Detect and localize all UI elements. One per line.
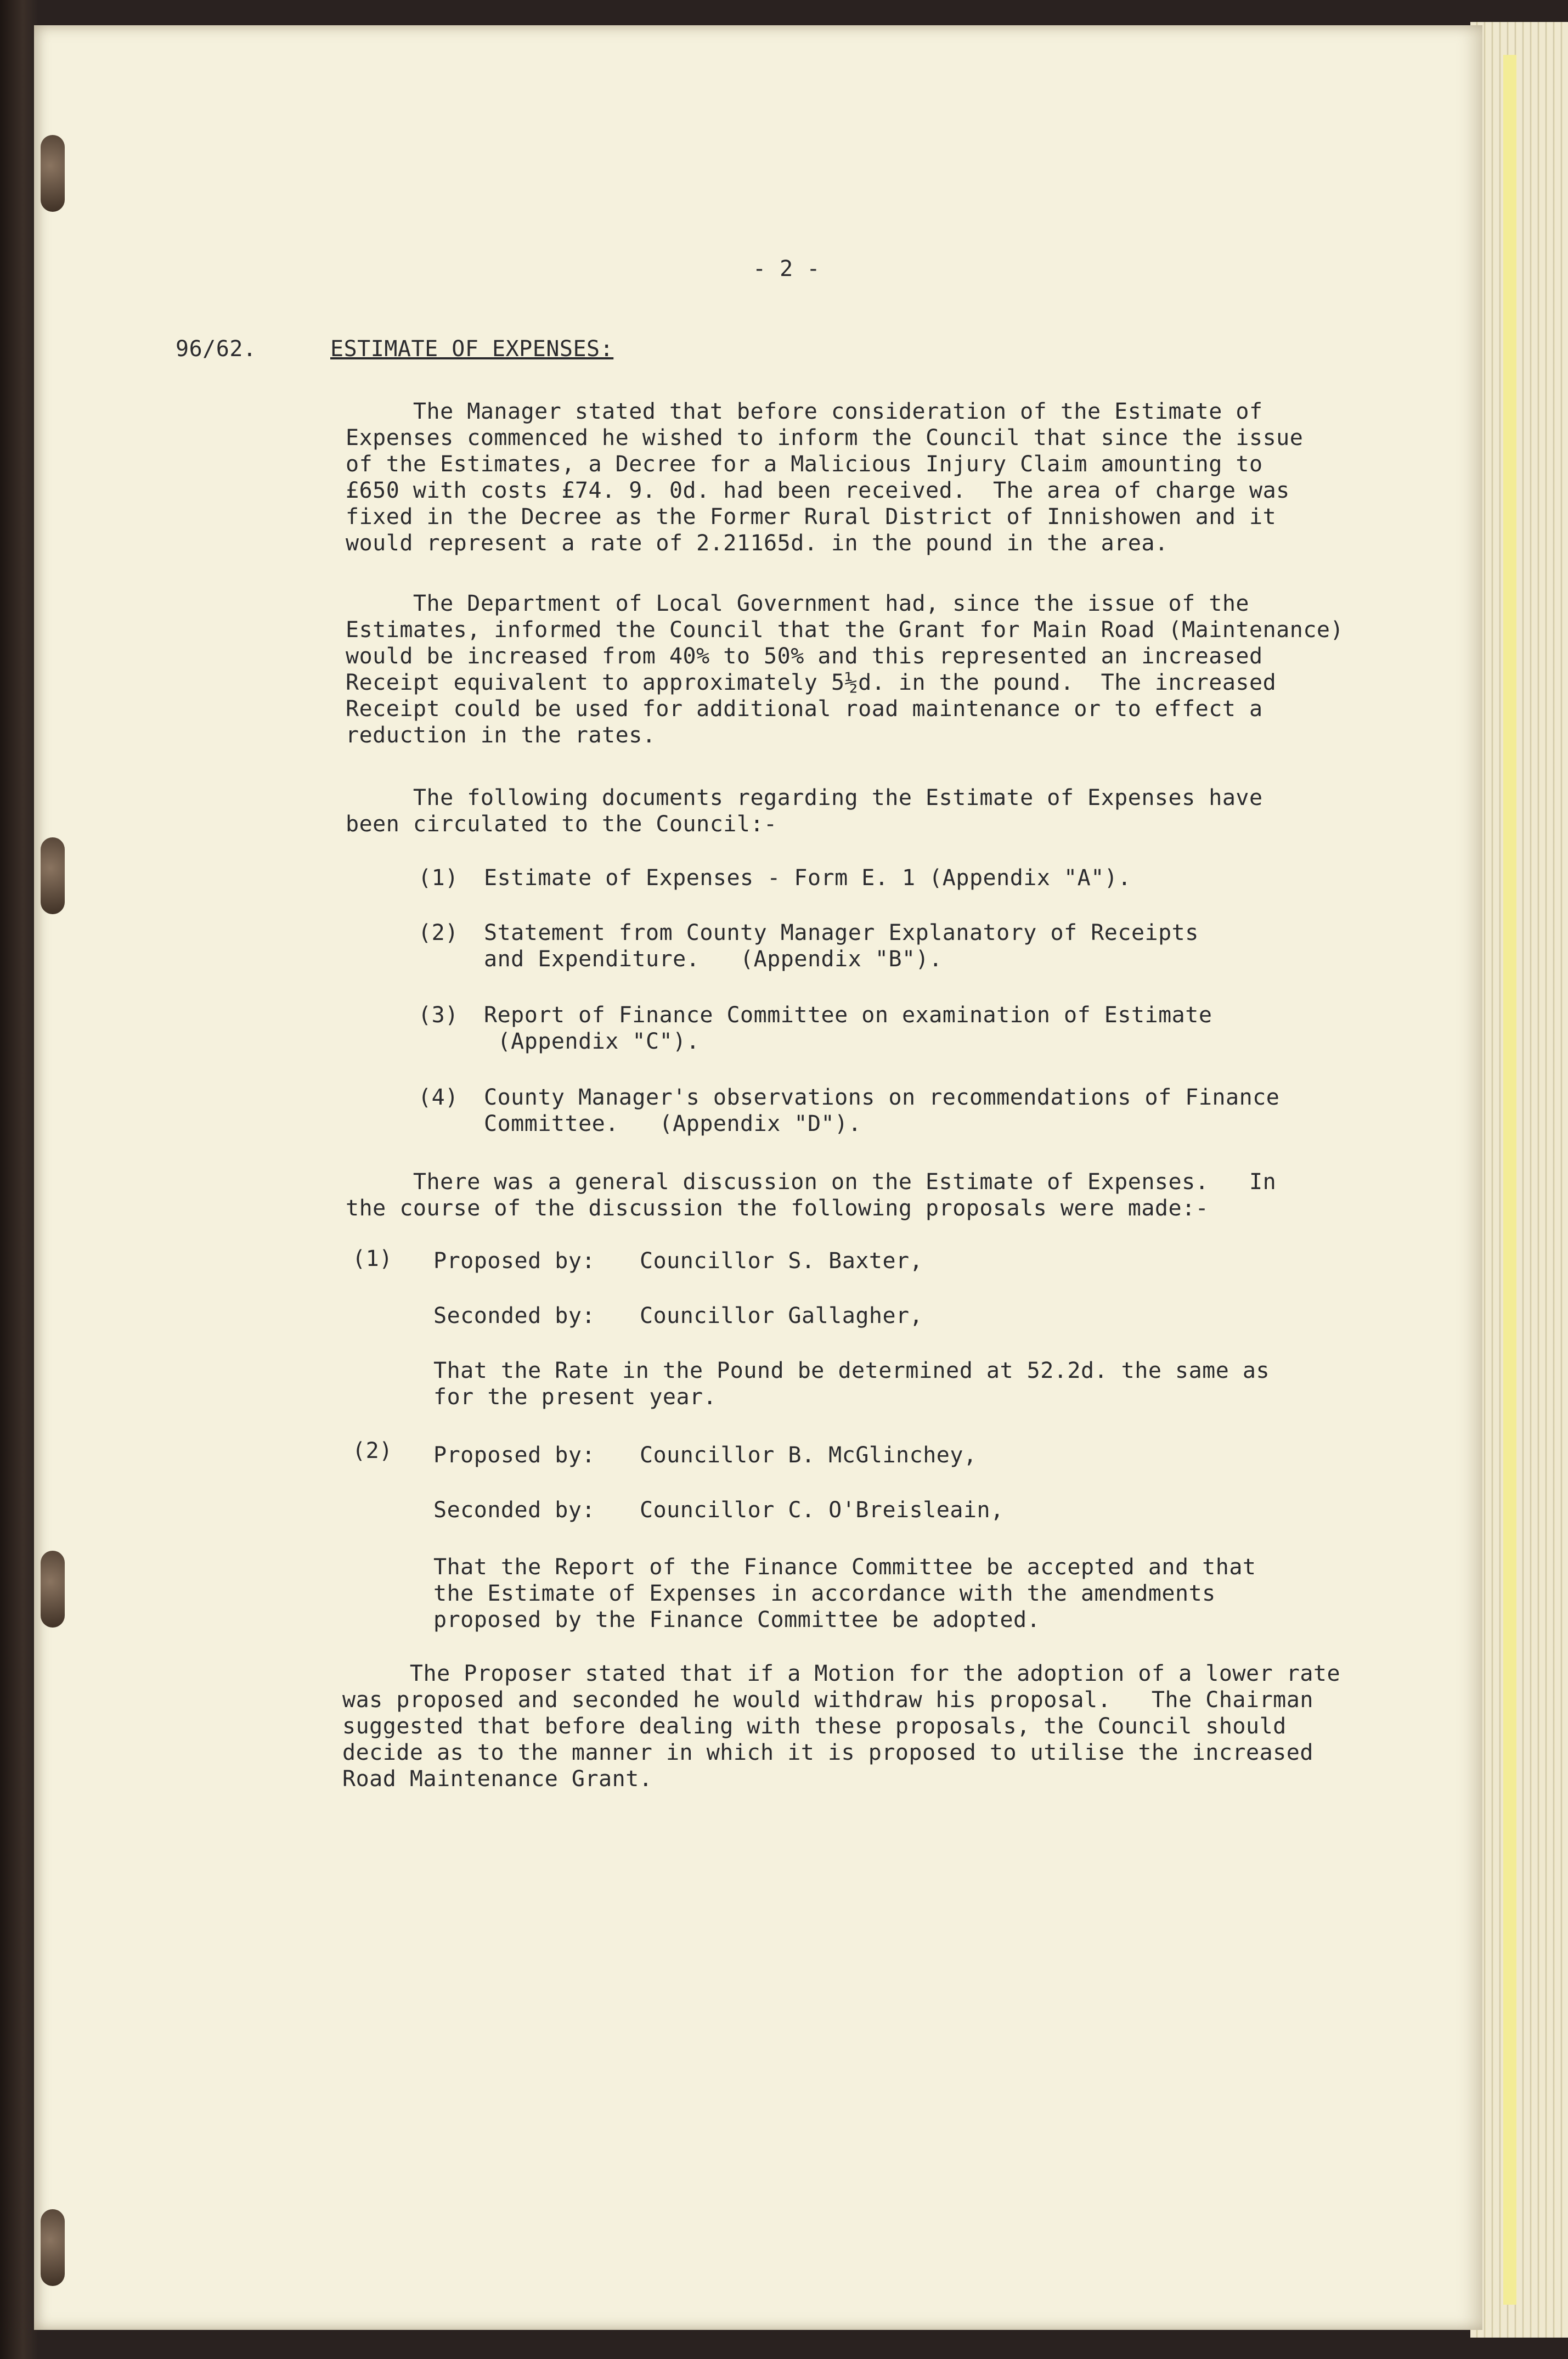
paragraph-discussion: There was a general discussion on the Estimate of Expenses. In the course of the discussion the following proposals were made:- xyxy=(346,1169,1277,1221)
seconded-by-name: Councillor Gallagher, xyxy=(640,1303,923,1328)
binder-ring xyxy=(41,135,65,212)
yellow-page-tab xyxy=(1503,55,1516,2305)
paragraph-manager-statement: The Manager stated that before consideration of the Estimate of Expenses commenced he wished to inform the Council that since the issue of the Estimates, a Decree for a Malicious Injury Claim amounting to £650 with costs £74. 9. 0d. had been received. The area of charge was fixed in the Decree as the Former Rural District of Innishowen and it would represent a rate of 2.21165d. in the pound in the area. xyxy=(346,399,1304,556)
proposed-by-label: Proposed by: xyxy=(433,1248,595,1274)
section-heading: ESTIMATE OF EXPENSES: xyxy=(330,336,614,362)
seconded-by-label: Seconded by: xyxy=(433,1303,595,1328)
document-page xyxy=(34,25,1482,2330)
paragraph-department-grant: The Department of Local Government had, since the issue of the Estimates, informed the Council that the Grant for Main Road (Maintenance) would be increased from 40% to 50% and this represented an increased Receipt equivalent to approximately 5½d. in the pound. The increased Receipt could be used for additional road maintenance or to effect a reduction in the rates. xyxy=(346,591,1344,748)
paragraph-proposer-chairman: The Proposer stated that if a Motion for the adoption of a lower rate was proposed and seconded he would withdraw his proposal. The Chairman suggested that before dealing with these proposals, the Council should decide as to the manner in which it is proposed to utilise the increased Road Maintenance Grant. xyxy=(342,1661,1341,1792)
book-binding xyxy=(0,0,38,2359)
seconded-by-label: Seconded by: xyxy=(433,1497,595,1523)
list-item-text: Report of Finance Committee on examination of Estimate (Appendix "C"). xyxy=(484,1003,1212,1054)
list-item-number: (3) xyxy=(418,1003,459,1028)
list-item-number: (4) xyxy=(418,1085,459,1110)
paragraph-documents-intro: The following documents regarding the Estimate of Expenses have been circulated to the Council:- xyxy=(346,785,1263,837)
seconded-by-name: Councillor C. O'Breisleain, xyxy=(640,1497,1004,1523)
proposal-number: (1) xyxy=(352,1246,393,1271)
list-item-text: Statement from County Manager Explanatory of Receipts and Expenditure. (Appendix "B"). xyxy=(484,920,1199,972)
minute-reference: 96/62. xyxy=(176,336,257,362)
proposed-by-name: Councillor B. McGlinchey, xyxy=(640,1443,977,1468)
binder-ring xyxy=(41,837,65,914)
proposal-number: (2) xyxy=(352,1438,393,1463)
list-item-text: Estimate of Expenses - Form E. 1 (Appendix "A"). xyxy=(484,865,1131,891)
page-number: - 2 - xyxy=(753,256,820,281)
list-item-text: County Manager's observations on recommendations of Finance Committee. (Appendix "D"). xyxy=(484,1085,1280,1136)
list-item-number: (2) xyxy=(418,920,459,945)
proposal-resolution: That the Report of the Finance Committee be accepted and that the Estimate of Expenses in accordance with the amendments proposed by the Finance Committee be adopted. xyxy=(433,1555,1256,1632)
stacked-page-edges xyxy=(1470,22,1568,2338)
proposal-resolution: That the Rate in the Pound be determined at 52.2d. the same as for the present year. xyxy=(433,1358,1270,1410)
binder-ring xyxy=(41,2209,65,2286)
list-item-number: (1) xyxy=(418,865,459,891)
proposed-by-label: Proposed by: xyxy=(433,1443,595,1468)
binder-ring xyxy=(41,1551,65,1628)
proposed-by-name: Councillor S. Baxter, xyxy=(640,1248,923,1274)
